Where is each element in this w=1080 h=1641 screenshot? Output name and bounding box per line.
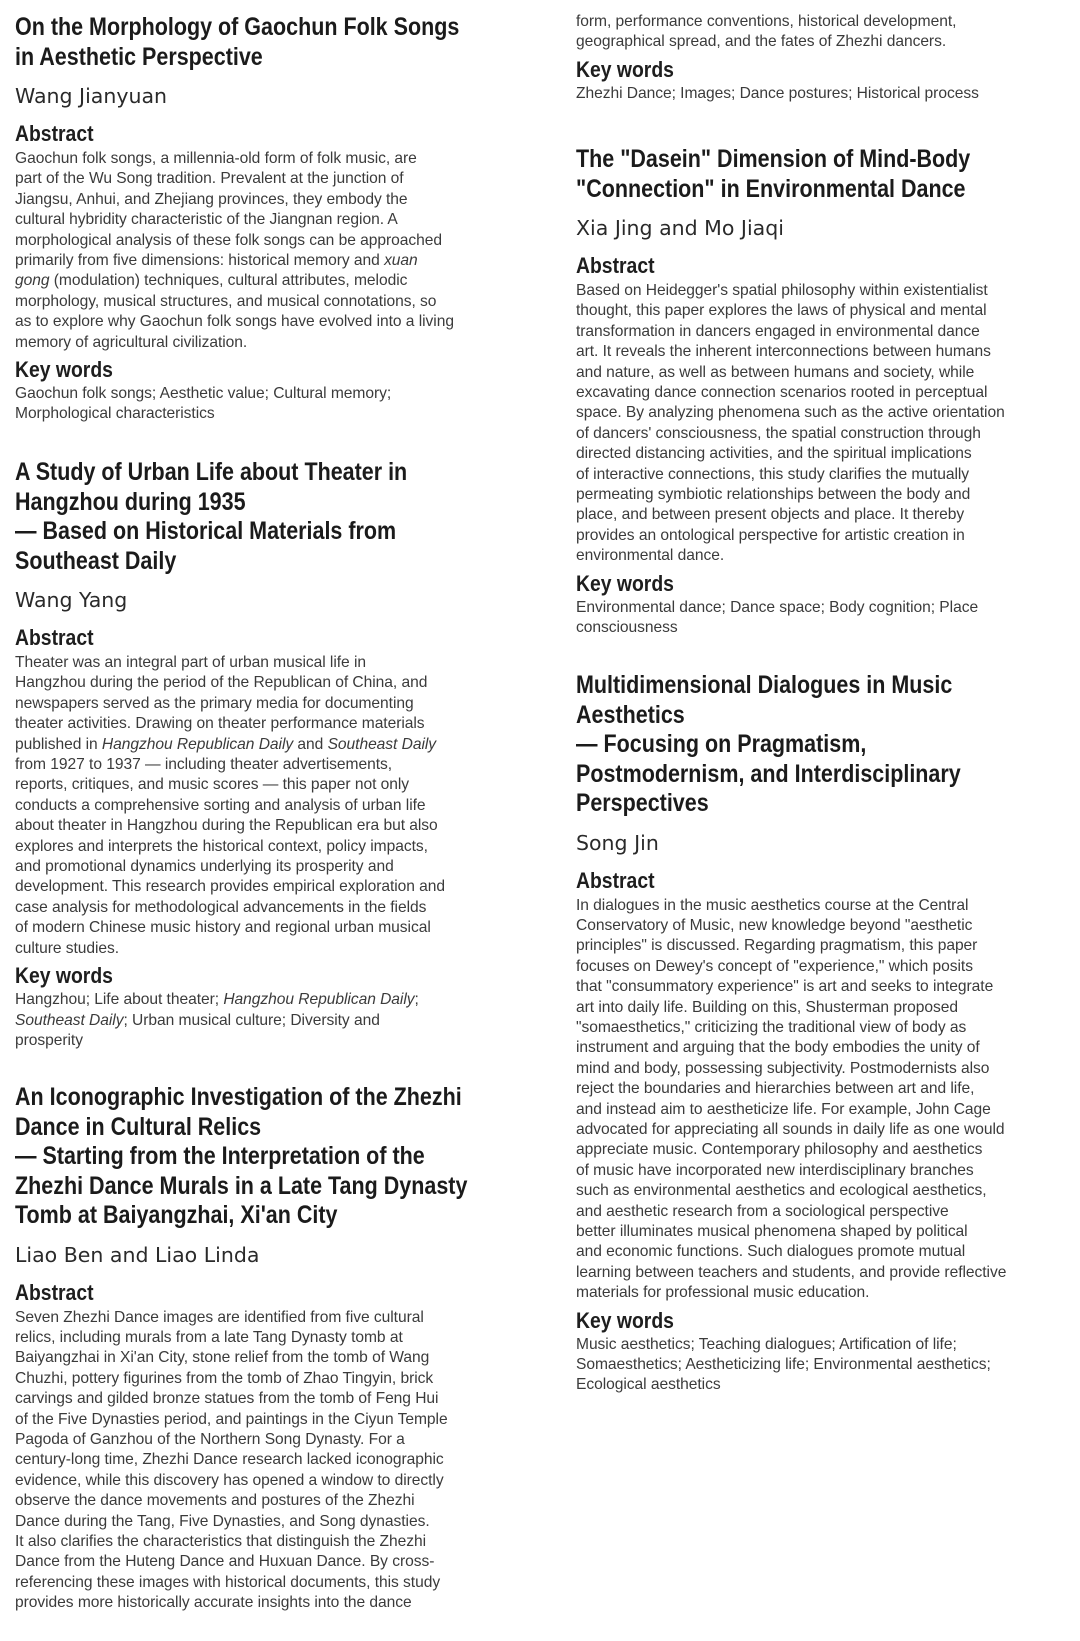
abstract-line: provides more historically accurate insights into the dance bbox=[15, 1594, 412, 1612]
article-title bbox=[15, 458, 515, 576]
abstract-line: Seven Zhezhi Dance images are identified from five cultural bbox=[15, 1308, 424, 1326]
abstract-line: about theater in Hangzhou during the Republican era but also bbox=[15, 817, 438, 835]
abstract-line: art into daily life. Building on this, Shusterman proposed bbox=[576, 998, 958, 1016]
abstract-line: transformation in dancers engaged in environmental dance bbox=[576, 322, 980, 340]
abstract-line: that "consummatory experience" is art and seeks to integrate bbox=[576, 978, 994, 996]
abstract-line: excavating dance connection scenarios rooted in perceptual bbox=[576, 384, 988, 402]
abstract-line: century-long time, Zhezhi Dance research lacked iconographic bbox=[15, 1451, 444, 1469]
title-line: Tomb at Baiyangzhai, Xi'an City bbox=[15, 1201, 338, 1229]
article-title bbox=[576, 145, 1076, 204]
keywords-heading: Key words bbox=[576, 570, 674, 596]
abstract-line: explores and interprets the historical context, policy impacts, bbox=[15, 837, 428, 855]
title-line: The "Dasein" Dimension of Mind-Body bbox=[576, 145, 971, 173]
abstract-line: newspapers served as the primary media for documenting bbox=[15, 694, 414, 712]
abstract-line: Baiyangzhai in Xi'an City, stone relief from the tomb of Wang bbox=[15, 1349, 430, 1367]
text-segment: ; bbox=[414, 991, 419, 1009]
abstract-body bbox=[576, 281, 1076, 567]
keywords-body bbox=[15, 990, 515, 1051]
text-segment: and bbox=[293, 735, 328, 753]
abstract-line: better illuminates musical phenomena shaped by political bbox=[576, 1223, 968, 1240]
abstract-line: relics, including murals from a late Tang Dynasty tomb at bbox=[15, 1328, 403, 1346]
article-author: Song Jin bbox=[576, 830, 659, 855]
keywords-line bbox=[15, 1011, 515, 1031]
abstract-line: morphological analysis of these folk songs can be approached bbox=[15, 231, 442, 249]
abstract-line: appreciate music. Contemporary philosophy and aesthetics bbox=[576, 1141, 983, 1159]
abstract-line: "somaesthetics," criticizing the traditional view of body as bbox=[576, 1018, 967, 1036]
abstract-line: of interactive connections, this study clarifies the mutually bbox=[576, 465, 970, 483]
abstract-line: and economic functions. Such dialogues promote mutual bbox=[576, 1243, 966, 1261]
article-dasein-environmental-dance bbox=[576, 145, 1076, 639]
abstract-body bbox=[576, 12, 1076, 53]
abstract-body bbox=[15, 653, 515, 959]
abstract-heading: Abstract bbox=[15, 625, 94, 650]
abstract-line: materials for professional music education. bbox=[576, 1284, 870, 1302]
abstract-line: and promotional dynamics underlying its prosperity and bbox=[15, 858, 394, 876]
abstract-line: of dancers' consciousness, the spatial construction through bbox=[576, 424, 981, 442]
abstract-line: culture studies. bbox=[15, 939, 120, 957]
abstract-heading: Abstract bbox=[15, 1279, 94, 1305]
abstract-line bbox=[15, 735, 515, 755]
italic-title: Southeast Daily bbox=[15, 1011, 124, 1029]
article-author: Liao Ben and Liao Linda bbox=[15, 1242, 260, 1267]
keywords-line: Music aesthetics; Teaching dialogues; Artification of life; bbox=[576, 1335, 957, 1353]
abstract-line: evidence, while this discovery has opened a window to directly bbox=[15, 1471, 444, 1489]
keywords-heading: Key words bbox=[576, 56, 674, 82]
abstract-line: Dance during the Tang, Five Dynasties, and Song dynasties. bbox=[15, 1512, 430, 1530]
abstract-line: Conservatory of Music, new knowledge beyond "aesthetic bbox=[576, 916, 973, 934]
abstract-line: reports, critiques, and music scores — this paper not only bbox=[15, 776, 410, 794]
article-music-aesthetics-dialogues bbox=[576, 671, 1076, 1396]
abstract-line bbox=[15, 251, 515, 271]
abstract-line: environmental dance. bbox=[576, 547, 725, 565]
abstract-line: of music have incorporated new interdisciplinary branches bbox=[576, 1161, 974, 1179]
abstract-line: principles" is discussed. Regarding pragmatism, this paper bbox=[576, 937, 978, 955]
abstract-continuation bbox=[576, 12, 1076, 104]
keywords-heading: Key words bbox=[15, 357, 113, 383]
keywords-body bbox=[15, 384, 515, 425]
keywords-line: Zhezhi Dance; Images; Dance postures; Historical process bbox=[576, 84, 979, 102]
title-line: in Aesthetic Perspective bbox=[15, 42, 263, 71]
abstract-line: of modern Chinese music history and regional urban musical bbox=[15, 919, 431, 937]
keywords-line: prosperity bbox=[15, 1031, 83, 1049]
abstract-heading: Abstract bbox=[576, 867, 655, 893]
keywords-line: Somaesthetics; Aestheticizing life; Environmental aesthetics; bbox=[576, 1356, 991, 1374]
title-line: Hangzhou during 1935 bbox=[15, 487, 246, 516]
title-line: Aesthetics bbox=[576, 700, 685, 729]
title-line: — Based on Historical Materials from bbox=[15, 517, 397, 545]
title-line: Southeast Daily bbox=[15, 546, 177, 575]
article-zhezhi-dance bbox=[15, 1083, 515, 1614]
keywords-heading: Key words bbox=[576, 1307, 674, 1333]
abstract-line: It also clarifies the characteristics that distinguish the Zhezhi bbox=[15, 1532, 427, 1550]
keywords-line: Environmental dance; Dance space; Body cognition; Place bbox=[576, 598, 979, 616]
abstract-heading: Abstract bbox=[15, 121, 94, 146]
title-line: Multidimensional Dialogues in Music bbox=[576, 671, 953, 699]
abstract-line: instrument and arguing that the body embodies the unity of bbox=[576, 1039, 980, 1057]
abstract-line bbox=[15, 271, 515, 291]
text-segment: primarily from five dimensions: historical memory and bbox=[15, 252, 385, 270]
abstract-line: observe the dance movements and postures of the Zhezhi bbox=[15, 1492, 415, 1510]
abstract-line: permeating symbiotic relationships between the body and bbox=[576, 486, 971, 504]
text-segment: (modulation) techniques, cultural attributes, melodic bbox=[49, 272, 408, 290]
abstract-line: part of the Wu Song tradition. Prevalent at the junction of bbox=[15, 170, 404, 188]
article-title bbox=[15, 13, 515, 72]
italic-title: xuan bbox=[384, 252, 418, 270]
abstract-line: geographical spread, and the fates of Zhezhi dancers. bbox=[576, 33, 947, 51]
abstract-line: mind and body, possessing subjectivity. Postmodernists also bbox=[576, 1059, 990, 1077]
keywords-line: Ecological aesthetics bbox=[576, 1376, 721, 1394]
title-line: An Iconographic Investigation of the Zhezhi bbox=[15, 1083, 462, 1111]
keywords-line: consciousness bbox=[576, 619, 678, 637]
keywords-line: Gaochun folk songs; Aesthetic value; Cultural memory; bbox=[15, 385, 392, 403]
abstract-line: Based on Heidegger's spatial philosophy within existentialist bbox=[576, 282, 988, 299]
abstract-line: Gaochun folk songs, a millennia-old form of folk music, are bbox=[15, 150, 417, 167]
abstract-line: Dance from the Huteng Dance and Huxuan Dance. By cross- bbox=[15, 1553, 435, 1571]
keywords-heading: Key words bbox=[15, 963, 113, 989]
title-line: — Focusing on Pragmatism, bbox=[576, 730, 867, 758]
title-line: On the Morphology of Gaochun Folk Songs bbox=[15, 13, 460, 41]
keywords-body bbox=[576, 598, 1076, 639]
abstract-body bbox=[15, 1308, 515, 1614]
abstract-line: art. It reveals the inherent interconnections between humans bbox=[576, 343, 991, 361]
abstract-line: provides an ontological perspective for artistic creation in bbox=[576, 526, 965, 544]
article-hangzhou-theater bbox=[15, 458, 515, 1051]
keywords-body bbox=[576, 1335, 1076, 1396]
abstract-line: case analysis for methodological advancements in the fields bbox=[15, 898, 427, 916]
abstract-line: learning between teachers and students, and provide reflective bbox=[576, 1263, 1007, 1281]
article-author: Xia Jing and Mo Jiaqi bbox=[576, 216, 784, 240]
title-line: Postmodernism, and Interdisciplinary bbox=[576, 759, 961, 788]
abstract-line: and nature, as well as between humans and society, while bbox=[576, 363, 975, 381]
title-line: Dance in Cultural Relics bbox=[15, 1112, 262, 1141]
italic-title: Hangzhou Republican Daily bbox=[101, 735, 294, 753]
abstract-line: reject the boundaries and hierarchies between art and life, bbox=[576, 1080, 975, 1098]
text-segment: Hangzhou; Life about theater; bbox=[15, 991, 224, 1009]
abstract-line: Pagoda of Ganzhou of the Northern Song Dynasty. For a bbox=[15, 1430, 405, 1448]
abstract-line: form, performance conventions, historical development, bbox=[576, 13, 957, 30]
abstract-line: directed distancing activities, and the spiritual implications bbox=[576, 445, 972, 463]
article-title bbox=[576, 671, 1076, 819]
article-title bbox=[15, 1083, 515, 1231]
abstract-line: morphology, musical structures, and musical connotations, so bbox=[15, 292, 437, 310]
abstract-line: cultural hybridity characteristic of the Jiangnan region. A bbox=[15, 211, 398, 229]
abstract-line: such as environmental aesthetics and ecological aesthetics, bbox=[576, 1182, 987, 1200]
abstract-line: memory of agricultural civilization. bbox=[15, 333, 248, 351]
abstract-line: conducts a comprehensive sorting and analysis of urban life bbox=[15, 796, 426, 814]
abstract-line: Chuzhi, pottery figurines from the tomb of Zhao Tingyin, brick bbox=[15, 1369, 434, 1387]
abstract-line: of the Five Dynasties period, and paintings in the Ciyun Temple bbox=[15, 1410, 448, 1428]
text-segment: published in bbox=[15, 735, 102, 753]
abstract-line: as to explore why Gaochun folk songs have evolved into a living bbox=[15, 313, 454, 331]
abstract-line: Jiangsu, Anhui, and Zhejiang provinces, they embody the bbox=[15, 190, 408, 208]
abstract-line: In dialogues in the music aesthetics course at the Central bbox=[576, 896, 969, 914]
text-segment: ; Urban musical culture; Diversity and bbox=[123, 1011, 380, 1029]
article-author: Wang Yang bbox=[15, 588, 128, 612]
title-line: Perspectives bbox=[576, 789, 709, 817]
abstract-line: and instead aim to aestheticize life. For example, John Cage bbox=[576, 1100, 991, 1118]
abstract-line: Hangzhou during the period of the Republican of China, and bbox=[15, 674, 428, 692]
keywords-line: Morphological characteristics bbox=[15, 405, 215, 423]
abstract-line: space. By analyzing phenomena such as the active orientation bbox=[576, 404, 1005, 422]
keywords-body bbox=[576, 84, 1076, 104]
italic-title: Southeast Daily bbox=[327, 735, 437, 753]
abstract-line: thought, this paper explores the laws of physical and mental bbox=[576, 302, 987, 320]
abstract-line: focuses on Dewey's concept of "experience," which posits bbox=[576, 957, 973, 975]
abstract-line: theater activities. Drawing on theater performance materials bbox=[15, 715, 425, 733]
abstract-body bbox=[576, 896, 1076, 1304]
title-line: A Study of Urban Life about Theater in bbox=[15, 458, 408, 486]
abstract-heading: Abstract bbox=[576, 253, 655, 278]
abstract-line: carvings and gilded bronze statues from the tomb of Feng Hui bbox=[15, 1390, 439, 1408]
italic-title: gong bbox=[15, 272, 50, 290]
abstract-line: and aesthetic research from a sociological perspective bbox=[576, 1202, 949, 1220]
abstract-line: from 1927 to 1937 — including theater advertisements, bbox=[15, 756, 393, 774]
title-line: "Connection" in Environmental Dance bbox=[576, 174, 966, 203]
title-line: — Starting from the Interpretation of the bbox=[15, 1142, 425, 1170]
abstract-line: advocated for appreciating all sounds in daily life as one would bbox=[576, 1120, 1005, 1138]
abstract-line: referencing these images with historical documents, this study bbox=[15, 1573, 441, 1591]
title-line: Zhezhi Dance Murals in a Late Tang Dynasty bbox=[15, 1171, 468, 1200]
abstract-body bbox=[15, 149, 515, 353]
abstract-line: place, and between present objects and place. It thereby bbox=[576, 506, 965, 524]
abstract-line: Theater was an integral part of urban musical life in bbox=[15, 654, 366, 671]
italic-title: Hangzhou Republican Daily bbox=[223, 991, 415, 1009]
article-author: Wang Jianyuan bbox=[15, 84, 168, 108]
abstract-line: development. This research provides empirical exploration and bbox=[15, 878, 446, 896]
keywords-line bbox=[15, 990, 515, 1010]
article-gaochun-folk-songs bbox=[15, 13, 515, 425]
